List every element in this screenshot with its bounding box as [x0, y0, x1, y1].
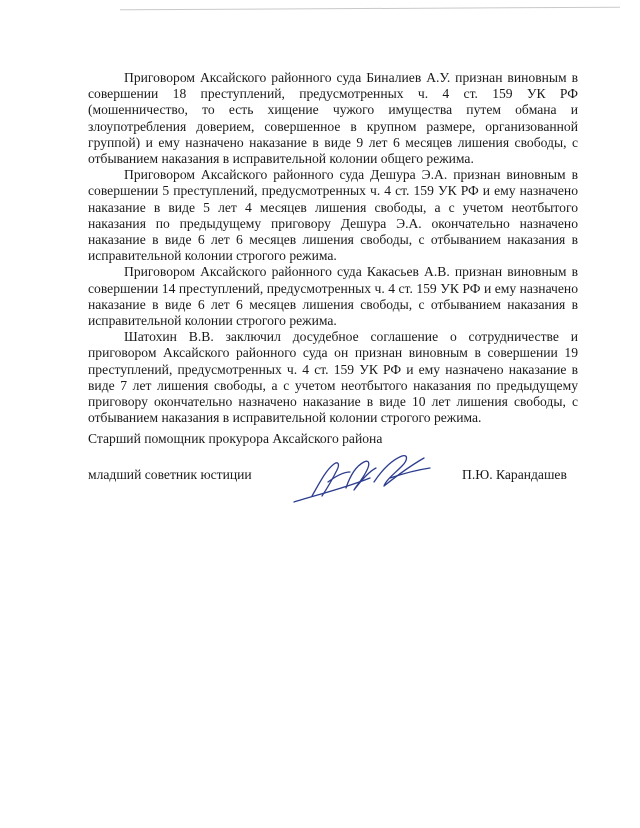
paragraph-binaliev: Приговором Аксайского районного суда Биналиев А.У. признан виновным в совершении 18 преступлений, предусмотренных ч. 4 ст. 159 УК РФ (мошенничество, то есть хищение чужого имущества путем обмана и злоупотребления доверием, совершенное в крупном размере, организованной группой) и ему назначено наказание в виде 9 лет 6 месяцев лишения свободы, с отбыванием наказания в исправительной колонии общего режима.	[88, 70, 578, 167]
document-body	[88, 70, 578, 426]
paragraph-deshura: Приговором Аксайского районного суда Дешура Э.А. признан виновным в совершении 5 преступлений, предусмотренных ч. 4 ст. 159 УК РФ и ему назначено наказание в виде 5 лет 4 месяцев лишения свободы, а с учетом неотбытого наказания по предыдущему приговору Дешура Э.А. окончательно назначено наказание в виде 6 лет 6 месяцев лишения свободы, с отбыванием наказания в исправительной колонии строгого режима.	[88, 167, 578, 264]
paragraph-shatokhin: Шатохин В.В. заключил досудебное соглашение о сотрудничестве и приговором Аксайского районного суда он признан виновным в совершении 19 преступлений, предусмотренных ч. 4 ст. 159 УК РФ и ему назначено наказание в виде 7 лет лишения свободы, а с учетом неотбытого наказания по предыдущему приговору окончательно назначено наказание в виде 10 лет лишения свободы, с отбыванием наказания в исправительной колонии строгого режима.	[88, 329, 578, 426]
signatory-title: Старший помощник прокурора Аксайского района	[88, 431, 383, 446]
scan-edge-line	[120, 7, 620, 11]
handwritten-signature-icon	[290, 448, 440, 508]
paragraph-kakasyev: Приговором Аксайского районного суда Какасьев А.В. признан виновным в совершении 14 преступлений, предусмотренных ч. 4 ст. 159 УК РФ и ему назначено наказание в виде 6 лет 6 месяцев лишения свободы, с отбыванием наказания в исправительной колонии строгого режима.	[88, 264, 578, 329]
signatory-name: П.Ю. Карандашев	[462, 467, 567, 482]
signatory-rank: младший советник юстиции	[88, 467, 252, 482]
